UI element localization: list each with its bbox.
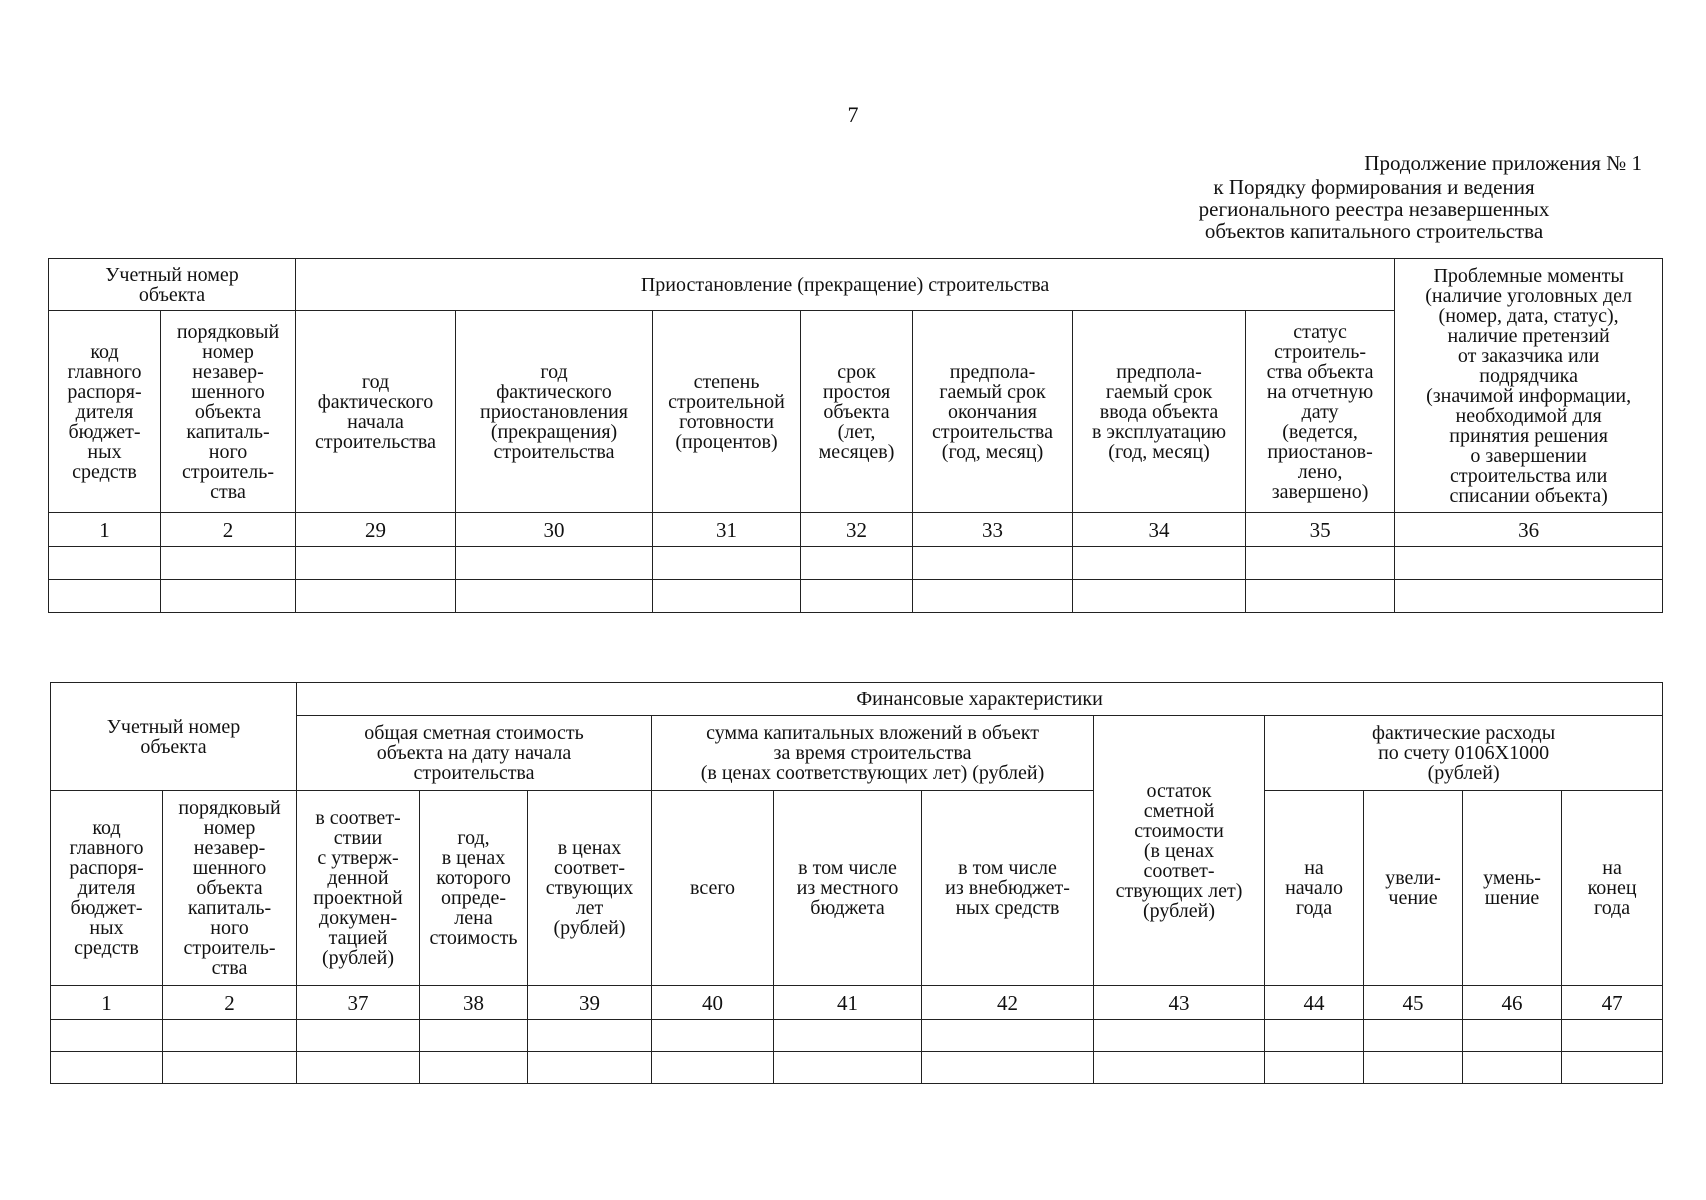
empty-cell bbox=[528, 1020, 652, 1052]
header-col-44: на начало года bbox=[1265, 791, 1364, 986]
suspension-table bbox=[48, 258, 1663, 613]
empty-cell bbox=[297, 1052, 420, 1084]
table-row bbox=[51, 1052, 1663, 1084]
col-number: 2 bbox=[161, 513, 296, 547]
header-account-number: Учетный номер объекта bbox=[51, 683, 297, 791]
table-row bbox=[49, 580, 1663, 613]
annex-line-3: регионального реестра незавершенных bbox=[1198, 197, 1550, 221]
header-col-46: умень- шение bbox=[1463, 791, 1562, 986]
empty-cell bbox=[1265, 1020, 1364, 1052]
number-row bbox=[51, 986, 1663, 1020]
col-number: 40 bbox=[652, 986, 774, 1020]
empty-cell bbox=[922, 1052, 1094, 1084]
empty-cell bbox=[774, 1052, 922, 1084]
empty-cell bbox=[456, 547, 653, 580]
empty-cell bbox=[49, 547, 161, 580]
col-number: 39 bbox=[528, 986, 652, 1020]
col-number: 35 bbox=[1246, 513, 1395, 547]
header-col-38: год, в ценах которого опреде- лена стоимость bbox=[420, 791, 528, 986]
empty-cell bbox=[652, 1052, 774, 1084]
header-finance: Финансовые характеристики bbox=[297, 683, 1663, 716]
header-actual-expenses: фактические расходы по счету 0106Х1000 (рублей) bbox=[1265, 716, 1663, 791]
header-col-31: степень строительной готовности (процентов) bbox=[653, 311, 801, 513]
empty-cell bbox=[1463, 1052, 1562, 1084]
header-col-40: всего bbox=[652, 791, 774, 986]
empty-cell bbox=[163, 1020, 297, 1052]
empty-cell bbox=[1562, 1020, 1663, 1052]
header-col-29: год фактического начала строительства bbox=[296, 311, 456, 513]
col-number: 1 bbox=[49, 513, 161, 547]
empty-cell bbox=[913, 547, 1073, 580]
table-row bbox=[51, 1020, 1663, 1052]
header-col-37: в соответ- ствии с утверж- денной проектной докумен- тацией (рублей) bbox=[297, 791, 420, 986]
col-number: 41 bbox=[774, 986, 922, 1020]
header-col-30: год фактического приостановления (прекращения) строительства bbox=[456, 311, 653, 513]
col-number: 47 bbox=[1562, 986, 1663, 1020]
header-col-42: в том числе из внебюджет- ных средств bbox=[922, 791, 1094, 986]
empty-cell bbox=[653, 580, 801, 613]
col-number: 38 bbox=[420, 986, 528, 1020]
header-suspension: Приостановление (прекращение) строительства bbox=[296, 259, 1395, 311]
header-seq-number: порядковый номер незавер- шенного объекта капиталь- ного строитель- ства bbox=[161, 311, 296, 513]
header-code: код главного распоря- дителя бюджет- ных средств bbox=[51, 791, 163, 986]
empty-cell bbox=[1246, 547, 1395, 580]
header-col-33: предпола- гаемый срок окончания строительства (год, месяц) bbox=[913, 311, 1073, 513]
col-number: 36 bbox=[1395, 513, 1663, 547]
col-number: 45 bbox=[1364, 986, 1463, 1020]
empty-cell bbox=[801, 547, 913, 580]
empty-cell bbox=[1364, 1052, 1463, 1084]
empty-cell bbox=[1364, 1020, 1463, 1052]
empty-cell bbox=[653, 547, 801, 580]
header-problems: Проблемные моменты (наличие уголовных дел (номер, дата, статус), наличие претензий от заказчика или подрядчика (значимой информации, необходимой для принятия решения о завершении строительства или списании объекта) bbox=[1395, 259, 1663, 513]
header-col-32: срок простоя объекта (лет, месяцев) bbox=[801, 311, 913, 513]
empty-cell bbox=[1265, 1052, 1364, 1084]
annex-header bbox=[1094, 152, 1654, 242]
header-col-45: увели- чение bbox=[1364, 791, 1463, 986]
empty-cell bbox=[51, 1020, 163, 1052]
empty-cell bbox=[774, 1020, 922, 1052]
empty-cell bbox=[1073, 547, 1246, 580]
empty-cell bbox=[1395, 547, 1663, 580]
empty-cell bbox=[296, 547, 456, 580]
annex-line-4: объектов капитального строительства bbox=[1204, 219, 1544, 243]
empty-cell bbox=[1395, 580, 1663, 613]
col-number: 34 bbox=[1073, 513, 1246, 547]
page-number: 7 bbox=[847, 102, 859, 127]
empty-cell bbox=[161, 547, 296, 580]
empty-cell bbox=[922, 1020, 1094, 1052]
col-number: 2 bbox=[163, 986, 297, 1020]
col-number: 37 bbox=[297, 986, 420, 1020]
empty-cell bbox=[1094, 1020, 1265, 1052]
header-col-43: остаток сметной стоимости (в ценах соответ- ствующих лет) (рублей) bbox=[1094, 716, 1265, 986]
col-number: 43 bbox=[1094, 986, 1265, 1020]
header-capital-investment: сумма капитальных вложений в объект за время строительства (в ценах соответствующих лет) (рублей) bbox=[652, 716, 1094, 791]
annex-line-2: к Порядку формирования и ведения bbox=[1213, 175, 1535, 199]
empty-cell bbox=[652, 1020, 774, 1052]
finance-table bbox=[50, 682, 1663, 1084]
empty-cell bbox=[420, 1020, 528, 1052]
empty-cell bbox=[163, 1052, 297, 1084]
col-number: 46 bbox=[1463, 986, 1562, 1020]
annex-line-1: Продолжение приложения № 1 bbox=[1364, 151, 1642, 175]
empty-cell bbox=[161, 580, 296, 613]
col-number: 1 bbox=[51, 986, 163, 1020]
empty-cell bbox=[1246, 580, 1395, 613]
header-estimate-cost: общая сметная стоимость объекта на дату начала строительства bbox=[297, 716, 652, 791]
header-col-35: статус строитель- ства объекта на отчетную дату (ведется, приостанов- лено, завершено) bbox=[1246, 311, 1395, 513]
empty-cell bbox=[1073, 580, 1246, 613]
empty-cell bbox=[51, 1052, 163, 1084]
header-col-41: в том числе из местного бюджета bbox=[774, 791, 922, 986]
table-row bbox=[49, 547, 1663, 580]
empty-cell bbox=[49, 580, 161, 613]
col-number: 31 bbox=[653, 513, 801, 547]
header-code: код главного распоря- дителя бюджет- ных средств bbox=[49, 311, 161, 513]
col-number: 30 bbox=[456, 513, 653, 547]
col-number: 29 bbox=[296, 513, 456, 547]
col-number: 44 bbox=[1265, 986, 1364, 1020]
empty-cell bbox=[296, 580, 456, 613]
header-seq-number: порядковый номер незавер- шенного объекта капиталь- ного строитель- ства bbox=[163, 791, 297, 986]
col-number: 32 bbox=[801, 513, 913, 547]
number-row bbox=[49, 513, 1663, 547]
empty-cell bbox=[801, 580, 913, 613]
empty-cell bbox=[420, 1052, 528, 1084]
header-col-47: на конец года bbox=[1562, 791, 1663, 986]
header-col-34: предпола- гаемый срок ввода объекта в эксплуатацию (год, месяц) bbox=[1073, 311, 1246, 513]
header-account-number: Учетный номер объекта bbox=[49, 259, 296, 311]
empty-cell bbox=[528, 1052, 652, 1084]
col-number: 33 bbox=[913, 513, 1073, 547]
empty-cell bbox=[1094, 1052, 1265, 1084]
empty-cell bbox=[456, 580, 653, 613]
empty-cell bbox=[1463, 1020, 1562, 1052]
empty-cell bbox=[297, 1020, 420, 1052]
empty-cell bbox=[1562, 1052, 1663, 1084]
header-col-39: в ценах соответ- ствующих лет (рублей) bbox=[528, 791, 652, 986]
empty-cell bbox=[913, 580, 1073, 613]
col-number: 42 bbox=[922, 986, 1094, 1020]
